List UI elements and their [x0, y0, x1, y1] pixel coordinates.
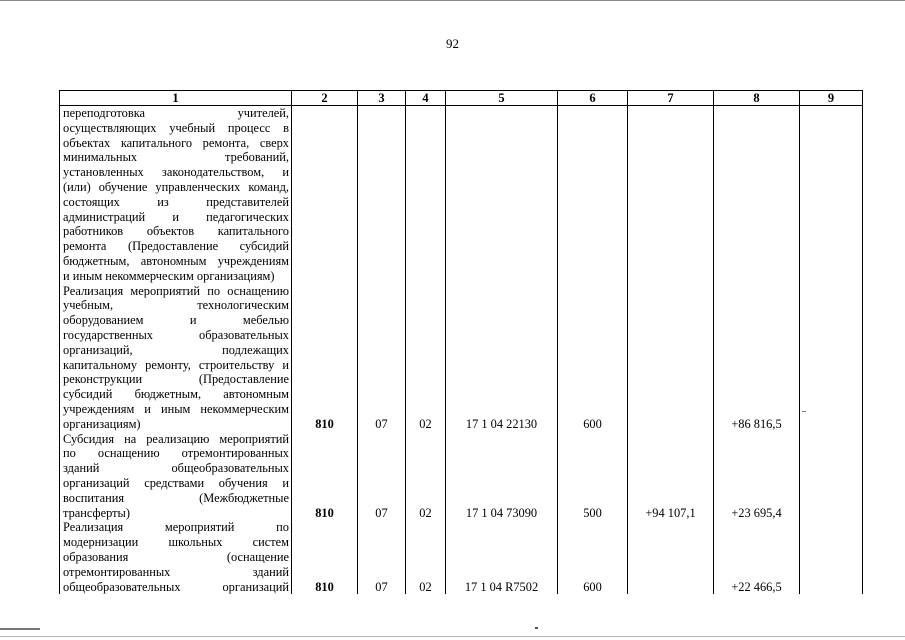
table-header	[60, 91, 863, 106]
description-line: учреждениям и иным некоммерческим	[63, 401, 289, 416]
code-cell: 810	[292, 284, 358, 432]
scan-speck	[802, 411, 806, 412]
amount-col9-cell	[800, 106, 863, 284]
description-line: организаций, подлежащих	[63, 342, 289, 357]
section-cell: 07	[358, 520, 406, 594]
subsection-cell	[406, 106, 446, 284]
table-row	[60, 106, 863, 284]
target-article-cell: 17 1 04 R7502	[446, 520, 558, 594]
table-row	[60, 432, 863, 521]
description-line: модернизации школьных систем	[63, 535, 289, 550]
amount-col7-cell	[628, 106, 714, 284]
target-article-cell: 17 1 04 73090	[446, 432, 558, 521]
column-header: 5	[446, 91, 558, 106]
description-line: образования (оснащение	[63, 549, 289, 564]
budget-table	[59, 90, 863, 594]
description-line: осуществляющих учебный процесс в	[63, 120, 289, 135]
column-header: 2	[292, 91, 358, 106]
amount-col8-cell	[714, 106, 800, 284]
column-header: 4	[406, 91, 446, 106]
description-line: бюджетным, автономным учреждениям	[63, 253, 289, 268]
section-cell: 07	[358, 432, 406, 521]
expense-type-cell: 600	[558, 284, 628, 432]
description-line: Субсидия на реализацию мероприятий	[63, 431, 289, 446]
row-description	[60, 106, 292, 284]
target-article-cell	[446, 106, 558, 284]
description-line: воспитания (Межбюджетные	[63, 490, 289, 505]
row-description	[60, 284, 292, 432]
page-number: 92	[446, 36, 459, 51]
column-header: 1	[60, 91, 292, 106]
description-line: установленных законодательством, и	[63, 165, 289, 180]
code-cell: 810	[292, 520, 358, 594]
amount-col9-cell	[800, 432, 863, 521]
description-line: организациям)	[63, 416, 141, 431]
description-line: объектах капитального ремонта, сверх	[63, 135, 289, 150]
table-row	[60, 284, 863, 432]
description-line: минимальных требований,	[63, 150, 289, 165]
description-line: (или) обучение управленческих команд,	[63, 179, 289, 194]
description-line: Реализация мероприятий по	[63, 520, 289, 535]
table-body	[60, 106, 863, 595]
column-header: 3	[358, 91, 406, 106]
amount-col9-cell	[800, 520, 863, 594]
target-article-cell: 17 1 04 22130	[446, 284, 558, 432]
expense-type-cell: 600	[558, 520, 628, 594]
table-row	[60, 520, 863, 594]
description-line: ремонта (Предоставление субсидий	[63, 239, 289, 254]
description-line: общеобразовательных организаций	[63, 579, 289, 594]
code-cell: 810	[292, 432, 358, 521]
row-description	[60, 432, 292, 521]
amount-col8-cell: +22 466,5	[714, 520, 800, 594]
description-line: субсидий бюджетным, автономным	[63, 387, 289, 402]
scan-edge-bottom	[0, 636, 905, 637]
expense-type-cell	[558, 106, 628, 284]
description-line: переподготовка учителей,	[63, 106, 289, 120]
description-line: отремонтированных зданий	[63, 564, 289, 579]
column-header: 6	[558, 91, 628, 106]
expense-type-cell: 500	[558, 432, 628, 521]
description-line: состоящих из представителей	[63, 194, 289, 209]
description-line: работников объектов капитального	[63, 224, 289, 239]
section-cell: 07	[358, 284, 406, 432]
description-line: учебным, технологическим	[63, 298, 289, 313]
description-line: капитальному ремонту, строительству и	[63, 357, 289, 372]
code-cell	[292, 106, 358, 284]
row-description	[60, 520, 292, 594]
amount-col7-cell	[628, 520, 714, 594]
column-header: 8	[714, 91, 800, 106]
description-line: организаций средствами обучения и	[63, 475, 289, 490]
description-line: оборудованием и мебелью	[63, 313, 289, 328]
description-line: реконструкции (Предоставление	[63, 372, 289, 387]
description-line: зданий общеобразовательных	[63, 461, 289, 476]
scan-edge-bottom-left	[0, 628, 40, 630]
scan-speck	[535, 627, 538, 629]
subsection-cell: 02	[406, 520, 446, 594]
description-line: Реализация мероприятий по оснащению	[63, 283, 289, 298]
subsection-cell: 02	[406, 284, 446, 432]
amount-col8-cell: +23 695,4	[714, 432, 800, 521]
description-line: и иным некоммерческим организациям)	[63, 268, 275, 283]
description-line: администраций и педагогических	[63, 209, 289, 224]
scan-edge-top	[0, 0, 905, 1]
section-cell	[358, 106, 406, 284]
amount-col7-cell	[628, 284, 714, 432]
amount-col8-cell: +86 816,5	[714, 284, 800, 432]
description-line: трансферты)	[63, 505, 130, 520]
description-line: государственных образовательных	[63, 327, 289, 342]
amount-col9-cell	[800, 284, 863, 432]
amount-col7-cell: +94 107,1	[628, 432, 714, 521]
subsection-cell: 02	[406, 432, 446, 521]
column-header: 7	[628, 91, 714, 106]
column-header: 9	[800, 91, 863, 106]
description-line: по оснащению отремонтированных	[63, 446, 289, 461]
